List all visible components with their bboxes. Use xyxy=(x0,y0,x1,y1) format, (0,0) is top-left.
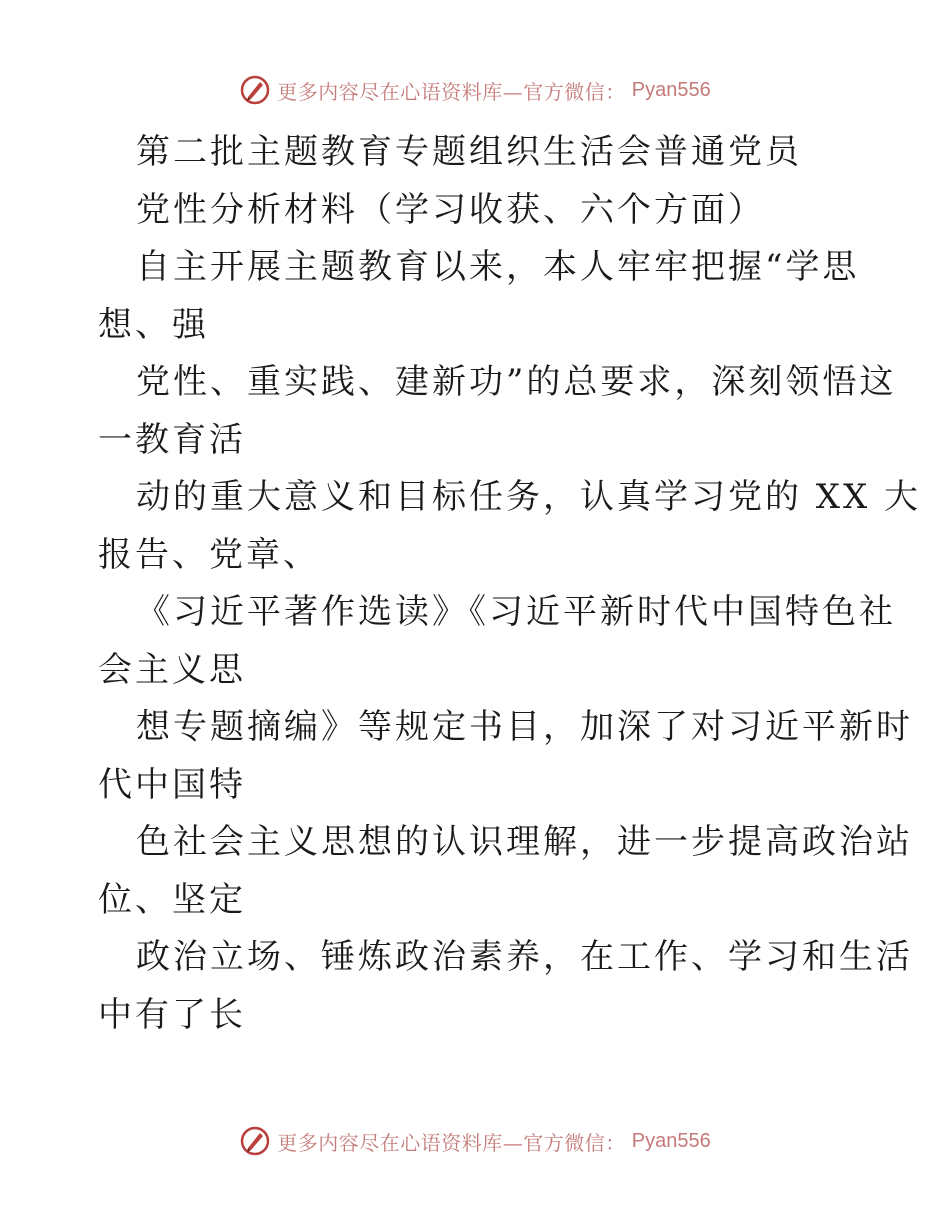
text-line: 中有了长 xyxy=(98,994,246,1035)
watermark-text: 更多内容尽在心语资料库—官方微信： xyxy=(277,1130,626,1155)
text-line: 想专题摘编》等规定书目，加深了对习近平新时 xyxy=(136,707,913,747)
header-watermark xyxy=(0,70,950,110)
pen-logo-icon xyxy=(239,74,271,106)
watermark-text: 更多内容尽在心语资料库—官方微信： xyxy=(277,79,626,104)
text-line: 《习近平著作选读》《习近平新时代中国特色社 xyxy=(136,592,896,632)
text-line: 党性、重实践、建新功”的总要求，深刻领悟这 xyxy=(136,362,897,402)
text-line: 色社会主义思想的认识理解，进一步提高政治站 xyxy=(136,822,913,862)
watermark-handle: Pyan556 xyxy=(631,1129,711,1152)
title-line-2: 党性分析材料（学习收获、六个方面） xyxy=(136,189,765,230)
title-line-1: 第二批主题教育专题组织生活会普通党员 xyxy=(136,132,802,172)
pen-logo-icon xyxy=(239,1125,271,1157)
text-line: 一教育活 xyxy=(98,419,246,460)
text-line: 自主开展主题教育以来，本人牢牢把握“学思 xyxy=(136,247,860,287)
text-line: 动的重大意义和目标任务，认真学习党的 XX 大 xyxy=(136,477,922,517)
text-line: 报告、党章、 xyxy=(98,534,320,575)
text-line: 会主义思 xyxy=(98,649,246,690)
watermark-handle: Pyan556 xyxy=(631,78,711,101)
text-line: 代中国特 xyxy=(98,764,246,805)
text-line: 想、强 xyxy=(98,304,209,345)
footer-watermark xyxy=(0,1121,950,1161)
text-line: 政治立场、锤炼政治素养，在工作、学习和生活 xyxy=(136,937,913,977)
document-body xyxy=(98,124,922,1044)
text-line: 位、坚定 xyxy=(98,879,246,920)
